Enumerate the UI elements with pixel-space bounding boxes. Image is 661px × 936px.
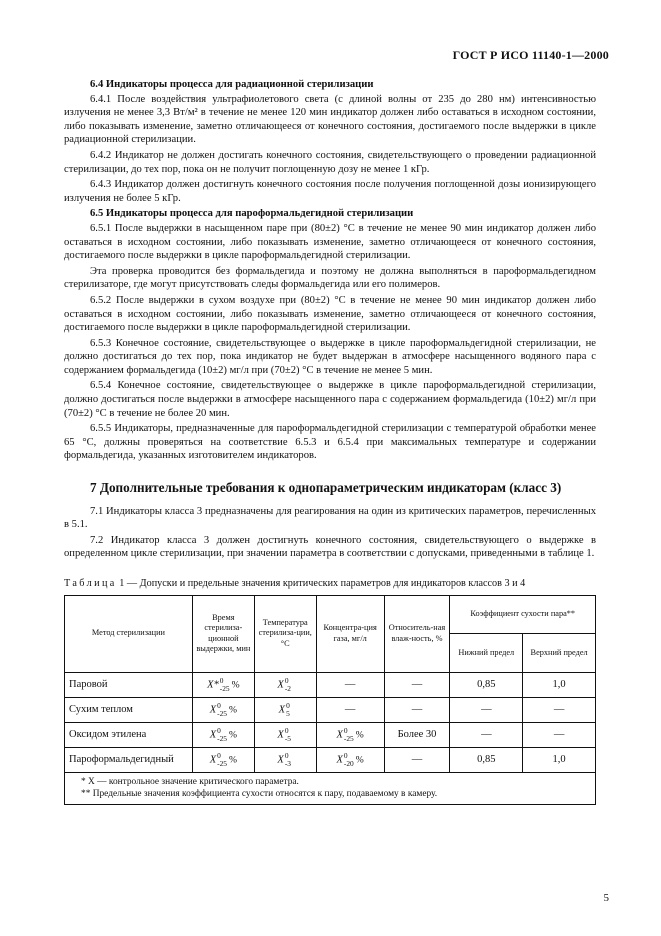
upper-limit: 0 (217, 700, 221, 710)
header-upper: Верхний предел (523, 634, 596, 673)
tolerance-limits (344, 752, 354, 768)
lower-limit: -5 (284, 733, 292, 743)
table-row (65, 747, 596, 772)
cell-lower: — (450, 722, 523, 747)
temp-tolerance (279, 702, 292, 718)
paragraph: 6.5.2 После выдержки в сухом воздухе при (80±2) °С в течение не менее 90 мин индикатор должен либо оставаться в исходном состоянии, либо показывать изменение, заметно отличающееся от конечного состояния, достигаемого после выдержки в цикле пароформальдегидной стерилизации. (64, 294, 596, 334)
time-tolerance (207, 677, 240, 693)
header-temp: Температура стерилиза-ции, °С (254, 595, 316, 672)
upper-limit: 0 (343, 750, 348, 760)
cell-upper: — (523, 697, 596, 722)
tolerance-symbol: X* (207, 679, 219, 690)
table-caption-text: 1 — Допуски и предельные значения критических параметров для индикаторов классов 3 и 4 (119, 578, 526, 589)
cell-conc (316, 722, 384, 747)
cell-upper: 1,0 (523, 672, 596, 697)
tolerance-symbol: X (336, 729, 343, 740)
header-lower: Нижний предел (450, 634, 523, 673)
tolerance-unit: % (355, 754, 364, 765)
cell-time (192, 747, 254, 772)
tolerance-limits (285, 727, 291, 743)
cell-upper: — (523, 722, 596, 747)
cell-humidity: — (384, 672, 450, 697)
tolerance-limits (286, 702, 290, 718)
paragraph: 6.5.4 Конечное состояние, свидетельствующее о выдержке в цикле пароформальдегидной стерилизации, должно достигаться после выдержки в атмосфере насыщенного пара с содержанием формальдегида (10±2) мг/л при (70±2) °С в течение не более 20 мин. (64, 380, 596, 419)
tolerance-symbol: X (209, 754, 217, 765)
tolerance-unit: % (228, 754, 237, 765)
temp-tolerance (277, 677, 293, 693)
conc-tolerance (336, 727, 363, 743)
upper-limit: 0 (219, 675, 224, 685)
temp-tolerance (277, 727, 293, 743)
tolerance-symbol: X (336, 754, 343, 765)
cell-temp (254, 672, 316, 697)
time-tolerance (210, 727, 237, 743)
header-dryness: Коэффициент сухости пара** (450, 595, 596, 634)
upper-limit: 0 (217, 725, 221, 735)
cell-conc (316, 747, 384, 772)
time-tolerance (210, 702, 237, 718)
conc-tolerance (336, 752, 363, 768)
tolerance-limits (285, 677, 291, 693)
upper-limit: 0 (284, 750, 289, 760)
cell-temp (254, 722, 316, 747)
lower-limit: -25 (343, 733, 354, 743)
header-conc: Концентра-ция газа, мг/л (316, 595, 384, 672)
tolerance-limits (285, 752, 291, 768)
tolerance-table (64, 595, 596, 806)
lower-limit: -25 (217, 733, 227, 743)
lower-limit: -2 (284, 683, 292, 693)
tolerance-unit: % (228, 729, 237, 740)
tolerance-symbol: X (277, 679, 284, 690)
page-content (64, 78, 596, 805)
header-method: Метод стерилизации (65, 595, 193, 672)
table-caption-word: Таблица (64, 578, 117, 589)
upper-limit: 0 (284, 675, 289, 685)
cell-temp (254, 697, 316, 722)
cell-upper: 1,0 (523, 747, 596, 772)
tolerance-unit: % (231, 679, 240, 690)
upper-limit: 0 (286, 700, 290, 710)
cell-humidity: Более 30 (384, 722, 450, 747)
text-blocks (64, 78, 596, 561)
standard-header: ГОСТ Р ИСО 11140-1—2000 (452, 48, 609, 62)
cell-conc: — (316, 697, 384, 722)
lower-limit: -20 (343, 758, 354, 768)
table-row (65, 697, 596, 722)
table-body (65, 672, 596, 772)
table-row (65, 722, 596, 747)
table-row (65, 672, 596, 697)
cell-lower: 0,85 (450, 747, 523, 772)
tolerance-symbol: X (278, 704, 286, 715)
tolerance-unit: % (355, 729, 364, 740)
cell-time (192, 697, 254, 722)
tolerance-limits (344, 727, 354, 743)
cell-lower: 0,85 (450, 672, 523, 697)
lower-limit: -3 (284, 758, 292, 768)
tolerance-limits (220, 677, 230, 693)
cell-humidity: — (384, 747, 450, 772)
table-caption (64, 577, 596, 591)
tolerance-symbol: X (209, 729, 217, 740)
section-heading: 6.4 Индикаторы процесса для радиационной стерилизации (90, 79, 374, 90)
tolerance-limits (217, 702, 227, 718)
paragraph: 7.1 Индикаторы класса 3 предназначены для реагирования на один из критических параметров, перечисленных в 5.1. (64, 505, 596, 531)
lower-limit: -25 (217, 758, 227, 768)
lower-limit: 5 (286, 708, 290, 718)
cell-method: Оксидом этилена (65, 722, 193, 747)
note-2: ** Предельные значения коэффициента сухости относятся к пару, подаваемому в камеру. (81, 789, 438, 799)
paragraph: Эта проверка проводится без формальдегида и поэтому не должна выполняться в пароформальдегидном стерилизаторе, где могут присутствовать следы формальдегида или его полимеров. (64, 265, 596, 291)
upper-limit: 0 (217, 750, 221, 760)
cell-method: Пароформальдегидный (65, 747, 193, 772)
temp-tolerance (277, 752, 293, 768)
tolerance-unit: % (228, 704, 237, 715)
upper-limit: 0 (284, 725, 289, 735)
cell-humidity: — (384, 697, 450, 722)
cell-time (192, 672, 254, 697)
header-humidity: Относитель-ная влаж-ность, % (384, 595, 450, 672)
tolerance-limits (217, 727, 227, 743)
paragraph: 6.4.2 Индикатор не должен достигать конечного состояния, свидетельствующего о проведении радиационной стерилизации, до тех пор, пока он не получит поглощенную дозу не менее 1 кГр. (64, 149, 596, 175)
cell-time (192, 722, 254, 747)
chapter-heading: 7 Дополнительные требования к однопараметрическим индикаторам (класс 3) (90, 480, 562, 496)
cell-conc: — (316, 672, 384, 697)
page-number: 5 (603, 892, 609, 904)
tolerance-symbol: X (277, 754, 284, 765)
paragraph: 6.4.3 Индикатор должен достигнуть конечного состояния после получения поглощенной дозы ионизирующего излучения не более 5 кГр. (64, 179, 596, 204)
paragraph: 6.5.1 После выдержки в насыщенном паре при (80±2) °С в течение не менее 90 мин индикатор должен либо оставаться в исходном состоянии, либо показывать изменение, заметно отличающееся от конечного состояния, достигаемого после выдержки в цикле пароформальдегидной стерилизации. (64, 222, 596, 262)
tolerance-symbol: X (277, 729, 284, 740)
cell-method: Сухим теплом (65, 697, 193, 722)
time-tolerance (210, 752, 237, 768)
tolerance-symbol: X (209, 704, 217, 715)
upper-limit: 0 (343, 725, 348, 735)
paragraph: 6.4.1 После воздействия ультрафиолетового света (с длиной волны от 235 до 280 нм) интенсивностью излучения не менее 3,3 Вт/м² в течение не менее 120 мин индикатор должен либо оставаться в исходном состоянии, либо показывать изменение, заметно отличающееся от конечного состояния, достигаемого после выдержки в цикле радиационной стерилизации. (64, 93, 596, 146)
header-time: Время стерилиза-ционной выдержки, мин (192, 595, 254, 672)
cell-temp (254, 747, 316, 772)
lower-limit: -25 (217, 708, 227, 718)
tolerance-limits (217, 752, 227, 768)
section-heading: 6.5 Индикаторы процесса для пароформальдегидной стерилизации (90, 208, 414, 220)
paragraph: 6.5.3 Конечное состояние, свидетельствующее о выдержке в цикле пароформальдегидной стерилизации, не должно достигаться до тех пор, пока индикатор не будет выдержан в атмосфере насыщенного водяного пара с содержанием формальдегида (10±2) мг/л при (70±2) °С в течение не менее 5 мин. (64, 337, 596, 376)
table-notes (65, 772, 596, 805)
cell-method: Паровой (65, 672, 193, 697)
cell-lower: — (450, 697, 523, 722)
lower-limit: -25 (219, 683, 230, 693)
paragraph: 7.2 Индикатор класса 3 должен достигнуть конечного состояния, свидетельствующего о выдержке в определенном цикле стерилизации, при значении параметра в соответствии с допусками, приведенными в таблице 1. (64, 534, 596, 560)
paragraph: 6.5.5 Индикаторы, предназначенные для пароформальдегидной стерилизации с температурой обработки менее 65 °С, должны проверяться на соответствие 6.5.3 и 6.5.4 при максимальных температуре и содержании формальдегида, указанных изготовителем индикаторов. (64, 423, 596, 462)
note-1: * X — контрольное значение критического параметра. (81, 776, 299, 787)
